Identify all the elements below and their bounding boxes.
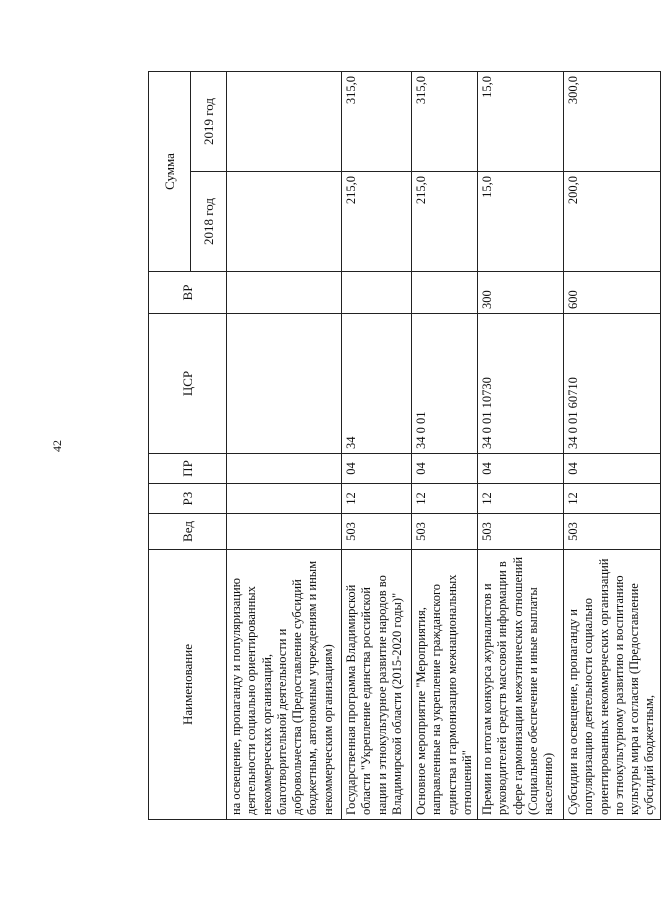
header-sum: Сумма bbox=[149, 72, 191, 272]
row-2018: 200,0 bbox=[564, 172, 661, 272]
header-name: Наименование bbox=[149, 550, 227, 820]
row-2018 bbox=[227, 172, 342, 272]
row-name: Государственная программа Владимирской области "Укрепление единства российской нации и этнокультурное развитие народов во Владимирской области (2015-2020 годы)" bbox=[342, 550, 412, 820]
row-vr: 600 bbox=[564, 272, 661, 314]
header-ved: Вед bbox=[149, 514, 227, 550]
row-name: Субсидии на освещение, пропаганду и популяризацию деятельности социально ориентированных некоммерческих организаций по этнокультурному развитию и воспитанию культуры мира и согласия (Предоставление субсидий бюджетным, bbox=[564, 550, 661, 820]
budget-table bbox=[148, 71, 661, 820]
row-rz bbox=[227, 484, 342, 514]
row-ved: 503 bbox=[564, 514, 661, 550]
header-2019: 2019 год bbox=[191, 72, 227, 172]
row-name: Основное мероприятие "Мероприятия, направленные на укрепление гражданского единства и гармонизацию межнациональных отношений" bbox=[412, 550, 478, 820]
row-csr: 34 bbox=[342, 314, 412, 454]
row-vr bbox=[412, 272, 478, 314]
table-row bbox=[564, 72, 661, 820]
row-ved: 503 bbox=[412, 514, 478, 550]
table-row bbox=[342, 72, 412, 820]
row-rz: 12 bbox=[564, 484, 661, 514]
row-2018: 15,0 bbox=[478, 172, 564, 272]
header-2018: 2018 год bbox=[191, 172, 227, 272]
row-vr bbox=[342, 272, 412, 314]
row-rz: 12 bbox=[412, 484, 478, 514]
row-pr: 04 bbox=[478, 454, 564, 484]
header-csr: ЦСР bbox=[149, 314, 227, 454]
row-vr: 300 bbox=[478, 272, 564, 314]
row-ved: 503 bbox=[342, 514, 412, 550]
row-rz: 12 bbox=[342, 484, 412, 514]
header-vr: ВР bbox=[149, 272, 227, 314]
row-2019: 315,0 bbox=[412, 72, 478, 172]
row-2018: 215,0 bbox=[342, 172, 412, 272]
row-ved bbox=[227, 514, 342, 550]
header-rz: РЗ bbox=[149, 484, 227, 514]
row-rz: 12 bbox=[478, 484, 564, 514]
row-pr: 04 bbox=[342, 454, 412, 484]
row-name: Премии по итогам конкурса журналистов и руководителей средств массовой информации в сфере гармонизации межэтнических отношений (Социальное обеспечение и иные выплаты населению) bbox=[478, 550, 564, 820]
header-pr: ПР bbox=[149, 454, 227, 484]
budget-table-rotated bbox=[148, 72, 657, 820]
row-name: на освещение, пропаганду и популяризацию деятельности социально ориентированных некоммерческих организаций, благотворительной деятельности и добровольчества (Предоставление субсидий бюджетным, автономным учреждениям и иным некоммерческим организациям) bbox=[227, 550, 342, 820]
row-csr: 34 0 01 60710 bbox=[564, 314, 661, 454]
row-pr: 04 bbox=[564, 454, 661, 484]
row-pr: 04 bbox=[412, 454, 478, 484]
row-ved: 503 bbox=[478, 514, 564, 550]
row-2018: 215,0 bbox=[412, 172, 478, 272]
row-2019: 315,0 bbox=[342, 72, 412, 172]
row-pr bbox=[227, 454, 342, 484]
row-csr: 34 0 01 10730 bbox=[478, 314, 564, 454]
row-csr bbox=[227, 314, 342, 454]
row-csr: 34 0 01 bbox=[412, 314, 478, 454]
row-2019: 15,0 bbox=[478, 72, 564, 172]
table-row bbox=[227, 72, 342, 820]
table-row bbox=[478, 72, 564, 820]
row-2019: 300,0 bbox=[564, 72, 661, 172]
row-vr bbox=[227, 272, 342, 314]
table-row bbox=[412, 72, 478, 820]
row-2019 bbox=[227, 72, 342, 172]
page-number: 42 bbox=[50, 440, 64, 452]
